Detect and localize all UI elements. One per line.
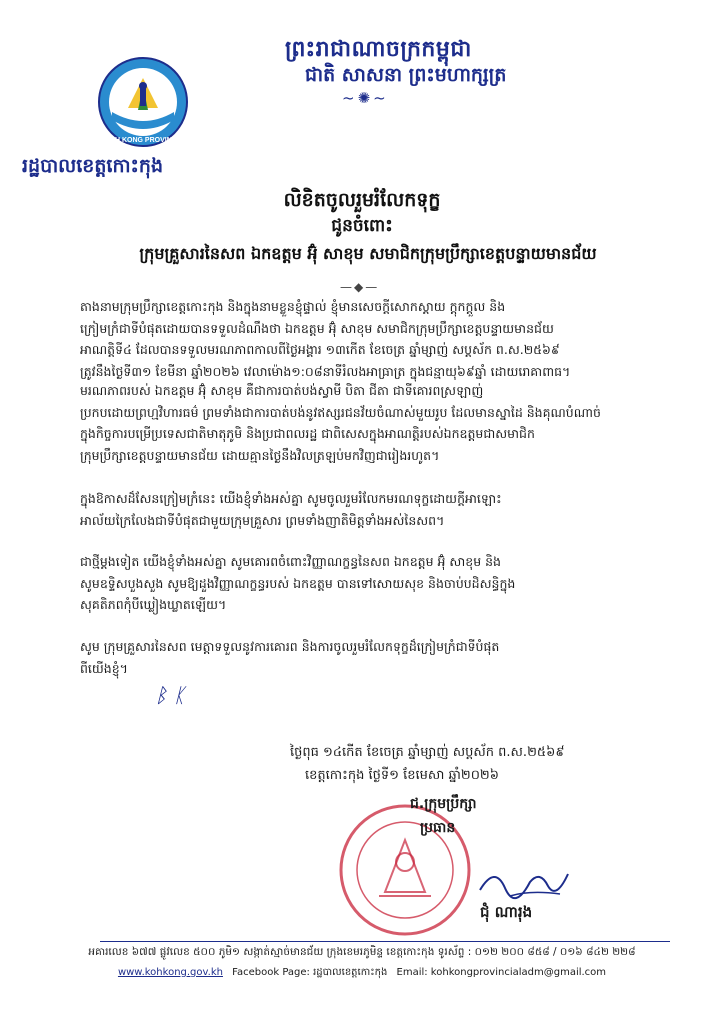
body-paragraph: តាងនាមក្រុមប្រឹក្សាខេត្តកោះកុង និងក្នុងនាមខ្លួនខ្ញុំផ្ទាល់ ខ្ញុំមានសេចក្ដីសោកស្ដាយ ក្ដុកក្ដួល និង ក្រៀមក្រំជាទីបំផុតដោយបានទទួលដំណឹងថា ឯកឧត្តម អ៊ុំ សាខុម សមាជិកក្រុមប្រឹក្សាខេត្តបន្ទាយមានជ័យ អាណត្តិទី៤ ដែលបានទទួលមរណភាពកាលពីថ្ងៃអង្គារ ១៣កើត ខែចេត្រ ឆ្នាំម្សាញ់ សប្តស័ក ព.ស.២៥៦៩ ត្រូវនឹងថ្ងៃទី៣១ ខែមីនា ឆ្នាំ២០២៦ វេលាម៉ោង១:០៨នាទីរំលងអាធ្រាត្រ ក្នុងជន្មាយុ៦៩ឆ្នាំ ដោយរោគាពាធ។ — [80, 299, 571, 379]
logo-caption: KOH KONG PROVINCE — [104, 137, 182, 144]
signing-role: ប្រធាន — [420, 820, 456, 836]
title-divider: —◆— — [340, 280, 380, 294]
body-paragraph: ជាថ្មីម្តងទៀត យើងខ្ញុំទាំងអស់គ្នា សូមគោរពចំពោះវិញ្ញាណក្ខន្ធនៃសព ឯកឧត្តម អ៊ុំ សាខុម និង សូមឧទ្ទិសបួងសួង សូមឱ្យដួងវិញ្ញាណក្ខន្ធរបស់ ឯកឧត្តម បានទៅសោយសុខ និងចាប់បដិសន្ធិក្នុង សុគតិភពកុំបីឃ្លៀងឃ្លាតឡើយ។ — [80, 554, 516, 612]
lunar-date: ថ្ងៃពុធ ១៤កើត ខែចេត្រ ឆ្នាំម្សាញ់ សប្តស័ក ព.ស.២៥៦៩ — [290, 745, 565, 760]
signer-name: ជុំ ណារុង — [480, 903, 533, 921]
website-link[interactable]: www.kohkong.gov.kh — [117, 967, 223, 978]
provincial-administration: រដ្ឋបាលខេត្តកោះកុង — [22, 155, 164, 177]
body-paragraph: ក្នុងឱកាសដ៏សែនក្រៀមក្រំនេះ យើងខ្ញុំទាំងអស់គ្នា សូមចូលរួមរំលែកមរណទុក្ខដោយក្តីអាឡោះ អាល័យក្រៃលែងជាទីបំផុតជាមួយក្រុមគ្រួសារ ព្រមទាំងញាតិមិត្តទាំងអស់នៃសព។ — [80, 491, 502, 528]
ornament-divider: ~✺~ — [342, 89, 389, 107]
body-paragraph: មរណភាពរបស់ ឯកឧត្តម អ៊ុំ សាខុម គឺជាការបាត់បង់ស្វាមី បិតា ជីតា ជាទីគោរពស្រឡាញ់ ប្រកបដោយព្រហ្មវិហារធម៌ ព្រមទាំងជាការបាត់បង់នូវឥស្សរជនវ័យចំណាស់មួយរូប ដែលមានស្នាដៃ និងគុណបំណាច់ ក្នុងកិច្ចការបម្រើប្រទេសជាតិមាតុភូមិ និងប្រជាពលរដ្ឋ ជាពិសេសក្នុងអាណត្តិរបស់ឯកឧត្តមជាសមាជិក ក្រុមប្រឹក្សាខេត្តបន្ទាយមានជ័យ ដោយគ្មានថ្ងៃនឹងវិលត្រឡប់មកវិញជារៀងរហូត។ — [80, 383, 601, 463]
signing-organization: ជ.ក្រុមប្រឹក្សា — [410, 796, 477, 812]
email-address: Email: kohkongprovincialadm@gmail.com — [396, 967, 607, 978]
national-motto: ជាតិ សាសនា ព្រះមហាក្សត្រ — [305, 64, 507, 86]
place-and-date: ខេត្តកោះកុង ថ្ងៃទី១ ខែមេសា ឆ្នាំ២០២៦ — [305, 768, 499, 783]
kingdom-title: ព្រះរាជាណាចក្រកម្ពុជា — [285, 37, 472, 62]
facebook-page: Facebook Page: រដ្ឋបាលខេត្តកោះកុង — [232, 967, 388, 978]
recipient-line: ក្រុមគ្រួសារនៃសព ឯកឧត្តម អ៊ុំ សាខុម សមាជិកក្រុមប្រឹក្សាខេត្តបន្ទាយមានជ័យ — [139, 244, 597, 263]
footer-address: អគារលេខ ៦៧៧ ផ្លូវលេខ ៥០០ ភូមិ១ សង្កាត់ស្មាច់មានជ័យ ក្រុងខេមរភូមិន្ទ ខេត្តកោះកុង ទូរស័ព្ទ : ០១២ ២០០ ៨៥៨ / ០១៦ ៨៤២ ២២៨ — [88, 946, 636, 958]
body-paragraph: សូម ក្រុមគ្រួសារនៃសព មេត្តាទទួលនូវការគោរព និងការចូលរួមរំលែកទុក្ខដ៏ក្រៀមក្រំជាទីបំផុត ពីយើងខ្ញុំ។ — [80, 639, 500, 676]
handwritten-initials: ᛒ ᛕ — [155, 683, 186, 707]
footer-contacts — [0, 965, 724, 980]
koh-kong-province-logo — [88, 52, 198, 152]
addressed-to: ជូនចំពោះ — [331, 216, 393, 236]
document-title: លិខិតចូលរួមរំលែកទុក្ខ — [283, 189, 441, 211]
footer-divider — [100, 941, 670, 942]
